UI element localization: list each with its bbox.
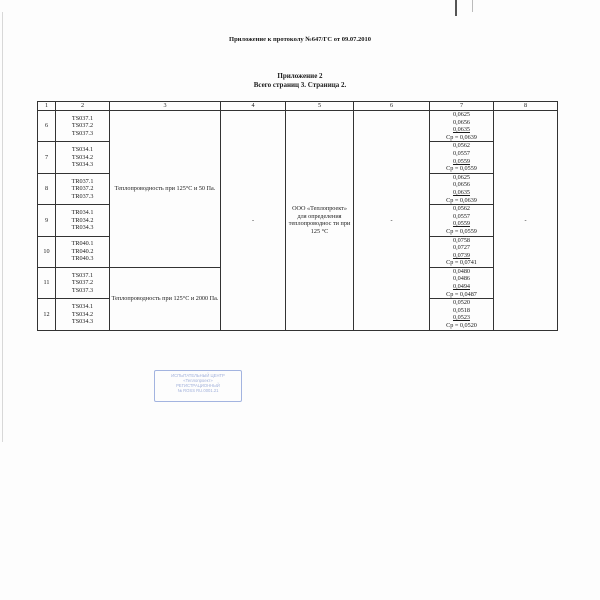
sample-id: TS037.1 [71,271,94,279]
sample-id: TS034.1 [71,146,94,154]
sample-id: TR037.1 [71,177,94,185]
average-value: Ср = 0,0741 [446,259,477,267]
col8-cell [494,111,558,331]
column-header: 7 [430,102,494,111]
sample-ids-cell [56,205,110,236]
row-number: 10 [38,236,56,267]
column-header: 1 [38,102,56,111]
sample-id: TS037.3 [71,129,94,137]
sample-id: TR040.1 [71,240,94,248]
value: 0,0758 [452,236,470,244]
appendix-title-line1: Приложение 2 [277,72,323,80]
sample-id: TS034.3 [71,161,94,169]
column-header: 5 [286,102,354,111]
method-text: ООО «Теплопроект» для определения теплопроводнос ти при 125 °С [288,205,351,235]
value: 0,0727 [452,244,470,252]
row-number: 9 [38,205,56,236]
sample-id: TR037.2 [71,185,94,193]
sample-id: TS037.3 [71,286,94,294]
sample-ids-cell [56,111,110,142]
sample-id: TR034.3 [71,224,94,232]
sample-id: TR037.3 [71,192,94,200]
property-text: Теплопроводность при 125°С и 50 Па. [114,185,216,193]
appendix-title [0,72,600,90]
values-cell [430,173,494,204]
values-cell [430,142,494,173]
col6-cell [354,111,430,331]
value: 0,0656 [452,181,470,189]
values-cell [430,111,494,142]
method-cell [286,111,354,331]
value: 0,0557 [452,212,470,220]
row-number: 7 [38,142,56,173]
scan-mark [455,0,457,16]
average-value: Ср = 0,0639 [446,133,477,141]
column-header: 8 [494,102,558,111]
sample-id: TR034.1 [71,208,94,216]
value: 0,0518 [452,306,470,314]
value: 0,0635 [452,188,470,196]
value: 0,0557 [452,149,470,157]
value: 0,0739 [452,251,470,259]
average-value: Ср = 0,0520 [446,322,477,330]
property-cell-group2 [110,267,221,330]
values-cell [430,267,494,298]
value: 0,0625 [452,173,470,181]
row-number: 8 [38,173,56,204]
sample-id: TS034.1 [71,303,94,311]
values-cell [430,236,494,267]
scan-mark [472,0,473,12]
table-row [38,111,558,142]
stamp-line: РЕГИСТРАЦИОННЫЙ [176,383,220,388]
value: 0,0656 [452,118,470,126]
stamp-line: № ROSS RU.0001.21 [177,388,219,393]
sample-ids-cell [56,173,110,204]
value: 0,0562 [452,205,470,213]
average-value: Ср = 0,0559 [446,227,477,235]
average-value: Ср = 0,0487 [446,290,477,298]
stamp-line: «Теплопроект» [183,378,213,383]
sample-id: TR040.3 [71,255,94,263]
value: 0,0480 [452,267,470,275]
column-header: 4 [221,102,286,111]
values-cell [430,299,494,330]
column-header: 6 [354,102,430,111]
sample-id: TS034.2 [71,310,94,318]
sample-ids-cell [56,267,110,298]
sample-ids-cell [56,142,110,173]
sample-id: TR034.2 [71,216,94,224]
average-value: Ср = 0,0639 [446,196,477,204]
col4-text: - [251,216,255,224]
value: 0,0494 [452,283,470,291]
sample-id: TS037.2 [71,122,94,130]
sample-id: TS034.2 [71,153,94,161]
value: 0,0486 [452,275,470,283]
value: 0,0520 [452,299,470,307]
sample-id: TS034.3 [71,318,94,326]
stamp-line: ИСПЫТАТЕЛЬНЫЙ ЦЕНТР [171,373,225,378]
sample-id: TS037.1 [71,114,94,122]
sample-id: TS037.2 [71,279,94,287]
appendix-title-line2: Всего страниц 3. Страница 2. [253,81,347,89]
col8-text: - [524,216,527,224]
value: 0,0559 [452,157,470,165]
sample-ids-cell [56,299,110,330]
column-header: 3 [110,102,221,111]
value: 0,0562 [452,142,470,150]
value: 0,0523 [452,314,470,322]
row-number: 6 [38,111,56,142]
value: 0,0559 [452,220,470,228]
values-cell [430,205,494,236]
col6-text: - [390,216,393,224]
results-table [37,101,558,331]
column-number-row [38,102,558,111]
row-number: 12 [38,299,56,330]
average-value: Ср = 0,0559 [446,165,477,173]
value: 0,0635 [452,126,470,134]
row-number: 11 [38,267,56,298]
official-stamp [154,370,242,402]
column-header: 2 [56,102,110,111]
sample-id: TR040.2 [71,247,94,255]
value: 0,0625 [452,111,470,118]
col4-cell [221,111,286,331]
property-text: Теплопроводность при 125°С и 2000 Па. [111,294,219,302]
property-cell-group1 [110,111,221,268]
sample-ids-cell [56,236,110,267]
protocol-header: Приложение к протоколу №647/ГС от 09.07.2010 [229,36,371,43]
